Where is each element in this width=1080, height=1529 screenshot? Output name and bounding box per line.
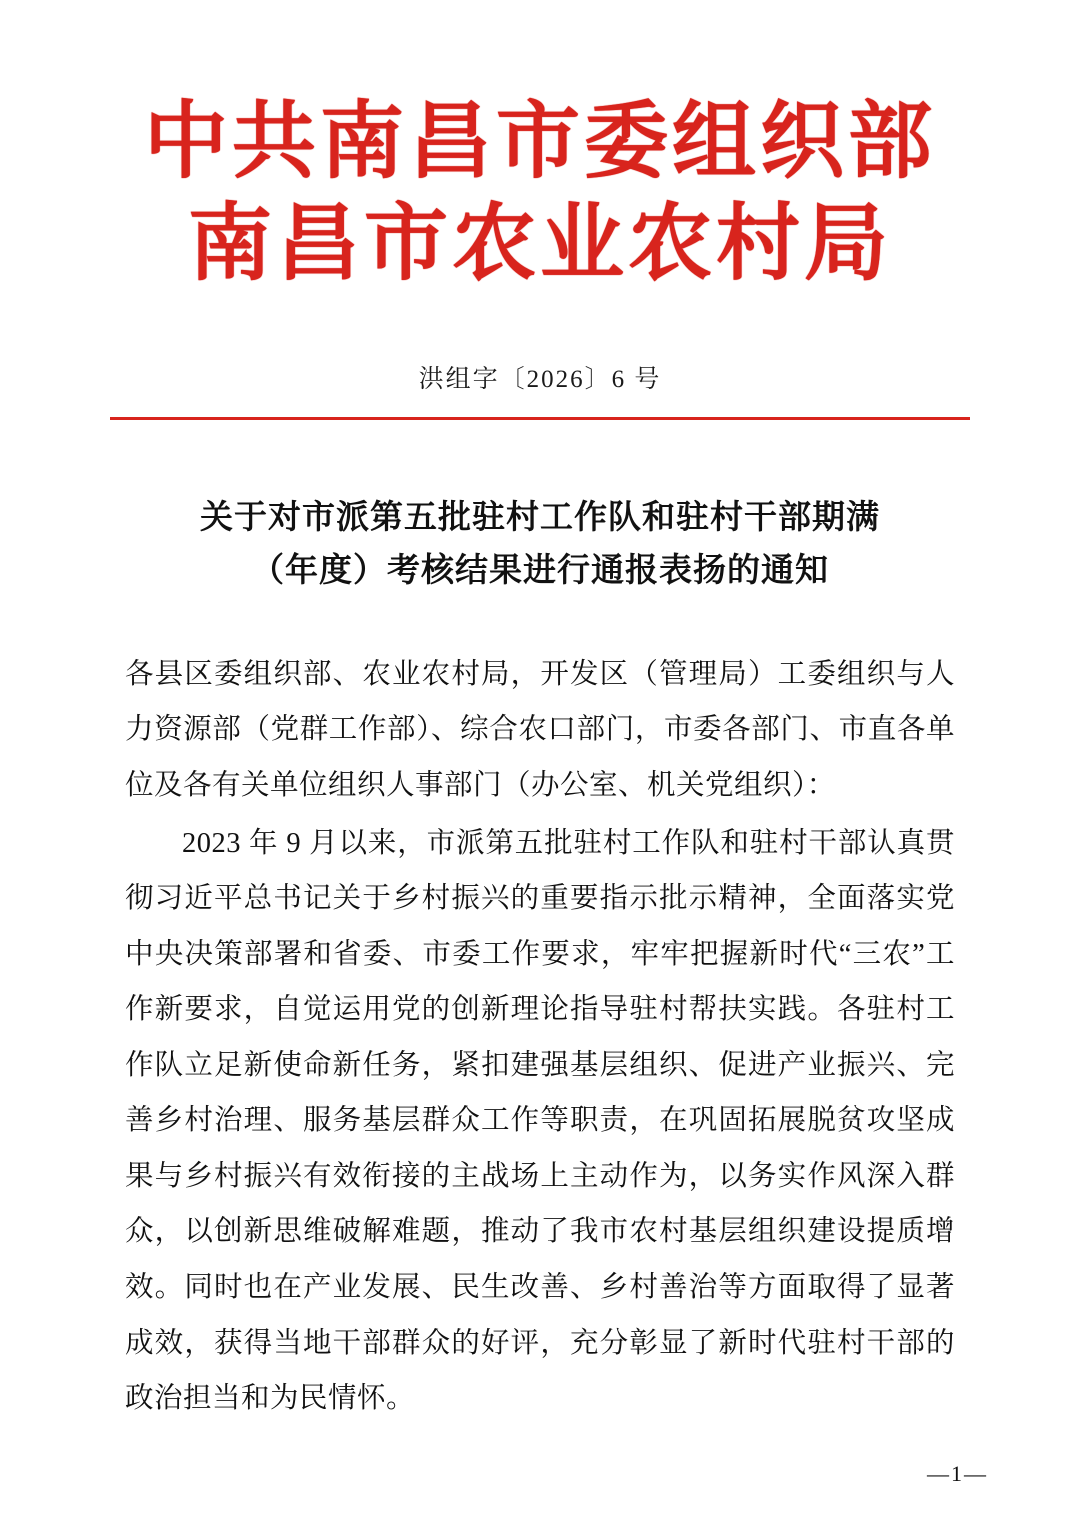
document-body <box>125 647 955 1427</box>
red-separator-rule <box>110 417 970 420</box>
page-title-line-1: 关于对市派第五批驻村工作队和驻村干部期满 <box>200 499 880 536</box>
page-title-line-2: （年度）考核结果进行通报表扬的通知 <box>251 553 829 590</box>
addressee-paragraph: 各县区委组织部、农业农村局，开发区（管理局）工委组织与人力资源部（党群工作部）、综合农口部门，市委各部门、市直各单位及各有关单位组织人事部门（办公室、机关党组织）： <box>125 658 955 801</box>
page-title <box>125 492 955 599</box>
document-number: 洪组字〔2026〕6 号 <box>418 365 662 393</box>
page-number: —1— <box>927 1461 988 1486</box>
masthead-line-2: 南昌市农业农村局 <box>187 198 892 292</box>
body-paragraph-1: 2023 年 9 月以来，市派第五批驻村工作队和驻村干部认真贯彻习近平总书记关于乡村振兴的重要指示批示精神，全面落实党中央决策部署和省委、市委工作要求，牢牢把握新时代“三农”工作新要求，自觉运用党的创新理论指导驻村帮扶实践。各驻村工作队立足新使命新任务，紧扣建强基层组织、促进产业振兴、完善乡村治理、服务基层群众工作等职责，在巩固拓展脱贫攻坚成果与乡村振兴有效衔接的主战场上主动作为，以务实作风深入群众，以创新思维破解难题，推动了我市农村基层组织建设提质增效。同时也在产业发展、民生改善、乡村善治等方面取得了显著成效，获得当地干部群众的好评，充分彰显了新时代驻村干部的政治担当和为民情怀。 <box>125 827 955 1415</box>
masthead-line-1: 中共南昌市委组织部 <box>143 96 936 189</box>
masthead <box>0 0 1080 297</box>
